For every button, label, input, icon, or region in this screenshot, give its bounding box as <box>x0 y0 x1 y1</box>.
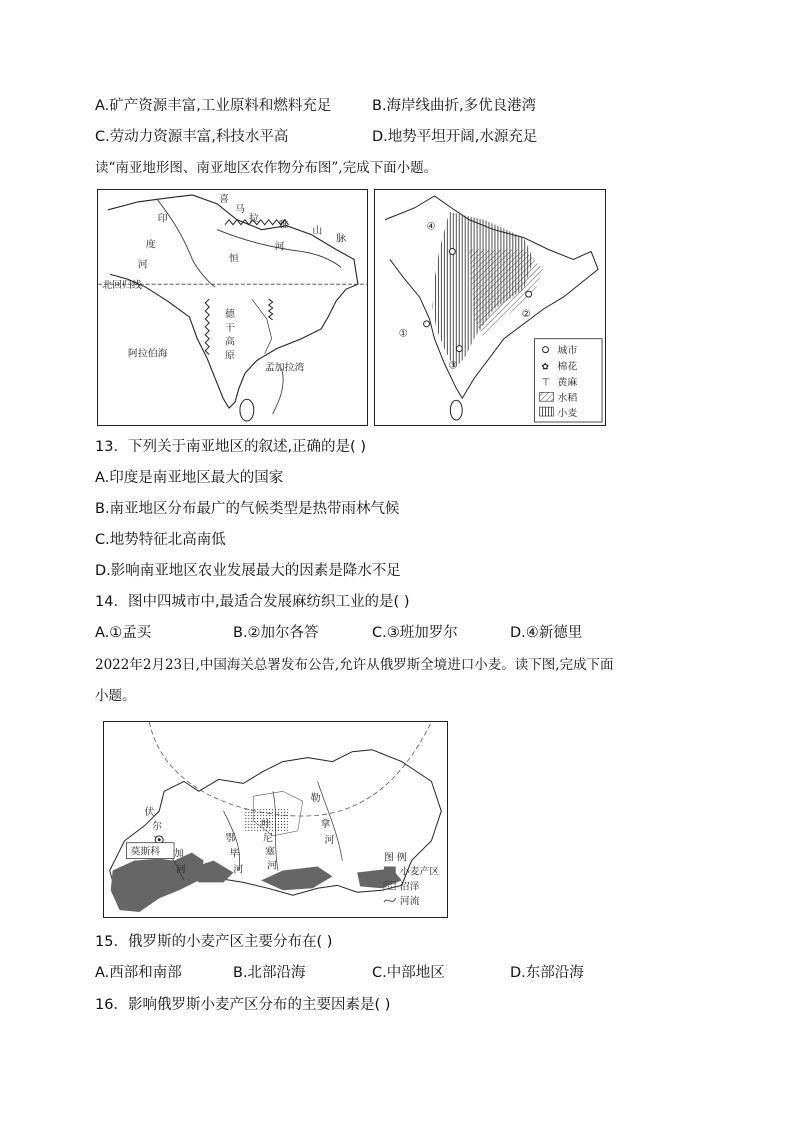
wheat-region-west <box>111 853 204 912</box>
label-yenisei-3: 塞 <box>265 846 275 858</box>
south-asia-terrain-map <box>97 189 368 426</box>
label-volga-1: 伏 <box>144 807 155 819</box>
q14-option-c: C.③班加罗尔 <box>372 625 458 641</box>
legend-wheat-region-icon <box>384 867 396 875</box>
label-moscow: 莫斯科 <box>130 846 161 858</box>
legend-cotton: 棉花 <box>557 361 578 373</box>
label-himalaya-5: 山 <box>312 225 323 237</box>
marker-2: ② <box>521 308 531 320</box>
south-asia-crops-map <box>374 189 606 426</box>
city-bangalore-icon <box>456 346 462 352</box>
label-bay-of-bengal: 孟加拉湾 <box>264 362 305 374</box>
label-indus-2: 度 <box>145 239 156 251</box>
label-indus-1: 印 <box>157 213 168 225</box>
legend-jute: 黄麻 <box>557 377 578 389</box>
legend-swamp-icon <box>384 881 396 889</box>
label-ob-2: 毕 <box>229 848 240 860</box>
label-ganges-1: 恒 <box>229 253 239 265</box>
label-volga-3: 加 <box>174 848 184 860</box>
q13-option-a: A.印度是南亚地区最大的国家 <box>95 470 284 486</box>
q12-option-c: C.劳动力资源丰富,科技水平高 <box>95 129 289 145</box>
city-mumbai-icon <box>424 321 430 327</box>
label-deccan-3: 高 <box>225 336 235 348</box>
label-tropic: 北回归线 <box>102 280 142 292</box>
russia-wheat-map <box>103 721 448 918</box>
label-deccan-4: 原 <box>225 350 235 362</box>
label-deccan-1: 德 <box>225 308 235 320</box>
label-himalaya-3: 拉 <box>248 213 259 225</box>
q15-option-b: B.北部沿海 <box>233 965 306 981</box>
intro-russia-line2: 小题。 <box>95 688 136 704</box>
rice-area <box>469 250 543 339</box>
legend-swamp: 沼泽 <box>399 881 420 893</box>
label-ob-1: 鄂 <box>225 832 236 844</box>
q13-option-c: C.地势特征北高南低 <box>95 532 226 548</box>
legend-river: 河流 <box>399 896 420 908</box>
label-indus-3: 河 <box>137 259 148 271</box>
q14-option-b: B.②加尔各答 <box>233 625 319 641</box>
intro-russia-line1: 2022年2月23日,中国海关总署发布公告,允许从俄罗斯全境进口小麦。读下图,完成下面 <box>95 657 614 673</box>
marker-3: ③ <box>448 360 458 372</box>
city-delhi-icon <box>449 249 455 255</box>
q12-option-b: B.海岸线曲折,多优良港湾 <box>372 98 537 114</box>
label-himalaya-1: 喜 <box>219 193 230 205</box>
south-asia-crops-svg <box>375 190 605 425</box>
q13-option-d: D.影响南亚地区农业发展最大的因素是降水不足 <box>95 563 401 579</box>
q16-stem: 16．影响俄罗斯小麦产区分布的主要因素是( ) <box>95 997 391 1013</box>
q12-option-d: D.地势平坦开阔,水源充足 <box>372 129 538 145</box>
legend-wheat-region: 小麦产区 <box>399 866 440 878</box>
label-himalaya-6: 脉 <box>336 233 347 245</box>
label-himalaya-4: 雅 <box>278 219 289 231</box>
label-arabian-sea: 阿拉伯海 <box>127 348 168 360</box>
legend-wheat-icon <box>540 407 554 416</box>
legend-title: 图 例 <box>383 852 407 864</box>
label-ganges-2: 河 <box>274 241 285 253</box>
intro-south-asia: 读“南亚地形图、南亚地区农作物分布图”,完成下面小题。 <box>95 160 438 176</box>
legend-rice-icon <box>540 392 554 401</box>
marker-1: ① <box>398 328 408 340</box>
legend-rice: 水稻 <box>557 393 578 405</box>
marker-4: ④ <box>426 221 436 233</box>
label-yenisei-4: 河 <box>267 860 277 872</box>
label-lena-1: 勒 <box>310 793 321 805</box>
legend-wheat: 小麦 <box>557 408 578 420</box>
russia-wheat-svg <box>104 722 447 917</box>
q14-stem: 14．图中四城市中,最适合发展麻纺织工业的是( ) <box>95 594 410 610</box>
label-lena-2: 拿 <box>320 818 331 830</box>
legend-cotton-icon: ✿ <box>541 362 550 373</box>
label-ob-3: 河 <box>233 864 244 876</box>
city-kolkata-icon <box>526 291 532 297</box>
q12-option-a: A.矿产资源丰富,工业原料和燃料充足 <box>95 98 332 114</box>
label-lena-3: 河 <box>324 834 335 846</box>
q13-stem: 13．下列关于南亚地区的叙述,正确的是( ) <box>95 439 366 455</box>
q15-stem: 15．俄罗斯的小麦产区主要分布在( ) <box>95 934 333 950</box>
south-asia-terrain-svg <box>98 190 367 425</box>
label-volga-2: 尔 <box>152 820 163 832</box>
q15-option-a: A.西部和南部 <box>95 965 182 981</box>
legend-city-icon <box>543 347 549 353</box>
label-himalaya-2: 马 <box>234 203 245 215</box>
legend-city: 城市 <box>557 345 578 357</box>
label-volga-4: 河 <box>176 864 186 876</box>
q14-option-d: D.④新德里 <box>510 625 583 641</box>
legend-jute-icon: ⊤ <box>541 377 551 389</box>
label-deccan-2: 干 <box>225 322 235 334</box>
label-yenisei-1: 叶 <box>261 818 272 830</box>
q14-option-a: A.①孟买 <box>95 625 152 641</box>
legend-river-icon <box>384 898 396 902</box>
q15-option-d: D.东部沿海 <box>510 965 584 981</box>
q13-option-b: B.南亚地区分布最广的气候类型是热带雨林气候 <box>95 501 400 517</box>
q15-option-c: C.中部地区 <box>372 965 445 981</box>
label-yenisei-2: 尼 <box>263 832 274 844</box>
